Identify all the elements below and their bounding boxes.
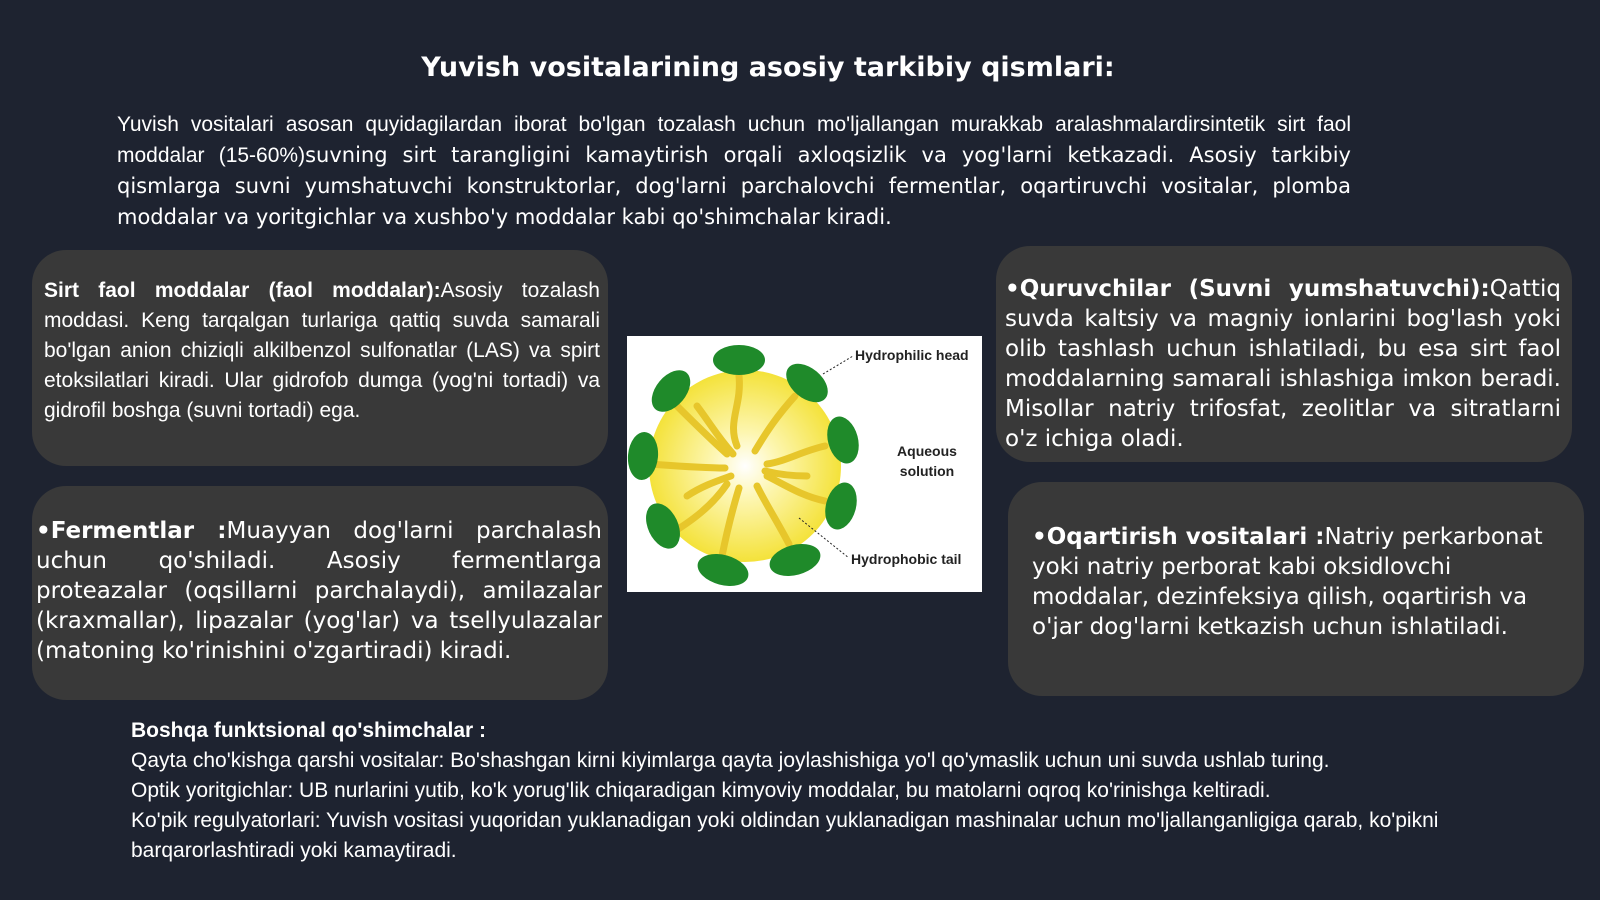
enzymes-heading: •Fermentlar :	[36, 518, 227, 544]
label-hydrophilic-head: Hydrophilic head	[855, 347, 969, 363]
surfactants-text	[44, 276, 600, 426]
intro-part-1: Yuvish vositalari asosan quyidagilardan iborat bo'lgan tozalash uchun mo'ljallangan murakkab aralashmalardirsintetik sirt faol moddalar (15-60%)	[117, 113, 1351, 167]
builders-body: Qattiq suvda kaltsiy va magniy ionlarini bog'lash yoki olib tashlash uchun ishlatiladi, bu esa sirt faol moddalarning samarali ishlashiga imkon beradi. Misollar natriy trifosfat, zeolitlar va sitratlarni o'z ichiga oladi.	[1005, 276, 1561, 452]
head-leader-line	[823, 356, 853, 374]
label-aqueous: Aqueous	[897, 443, 957, 459]
surfactants-body: Asosiy tozalash moddasi. Keng tarqalgan turlariga qattiq suvda samarali bo'lgan anion chiziqli alkilbenzol sulfonatlar (LAS) va spirt etoksilatlari kiradi. Ular gidrofob dumga (yog'ni tortadi) va gidrofil boshga (suvni tortadi) ega.	[44, 279, 600, 422]
builders-card	[996, 246, 1572, 462]
surfactants-card	[32, 250, 608, 466]
other-line: Qayta cho'kishga qarshi vositalar: Bo'shashgan kirni kiyimlarga qayta joylashishiga yo'l qo'ymaslik uchun uni suvda ushlab turing.	[131, 749, 1330, 772]
surfactants-heading: Sirt faol moddalar (faol moddalar):	[44, 279, 441, 302]
bleach-text	[1032, 522, 1552, 642]
enzymes-card	[32, 486, 608, 700]
enzymes-body: Muayyan dog'larni parchalash uchun qo'shiladi. Asosiy fermentlarga proteazalar (oqsillarni parchalaydi), amilazalar (kraxmallar), lipazalar (yog'lar) va tsellyulazalar (matoning ko'rinishini o'zgartiradi) kiradi.	[36, 518, 602, 664]
builders-text	[1005, 274, 1561, 454]
other-heading: Boshqa funktsional qo'shimchalar :	[131, 719, 487, 742]
bleach-body: Natriy perkarbonat yoki natriy perborat kabi oksidlovchi moddalar, dezinfeksiya qilish, oqartirish va o'jar dog'larni ketkazish uchun ishlatiladi.	[1032, 524, 1543, 640]
micelle-svg	[627, 336, 982, 592]
other-line: Ko'pik regulyatorlari: Yuvish vositasi yuqoridan yuklanadigan yoki oldindan yuklanadigan mashinalar uchun mo'ljallanganligiga qarab, ko'pikni barqarorlashtiradi yoki kamaytiradi.	[131, 809, 1439, 862]
builders-heading: •Quruvchilar (Suvni yumshatuvchi):	[1005, 276, 1490, 302]
bleach-card	[1008, 482, 1584, 696]
page-title: Yuvish vositalarining asosiy tarkibiy qismlari:	[421, 52, 1115, 83]
enzymes-text	[36, 516, 602, 666]
intro-paragraph	[117, 110, 1351, 233]
other-additives	[131, 716, 1571, 866]
micelle-diagram	[627, 336, 982, 592]
other-line: Optik yoritgichlar: UB nurlarini yutib, ko'k yorug'lik chiqaradigan kimyoviy moddalar, bu matolarni oqroq ko'rinishga keltiradi.	[131, 779, 1271, 802]
label-solution: solution	[899, 463, 955, 479]
intro-part-2: suvning sirt tarangligini kamaytirish orqali axloqsizlik va yog'larni ketkazadi. Asosiy tarkibiy qismlarga suvni yumshatuvchi konstruktorlar, dog'larni parchalovchi fermentlar, oqartiruvchi vositalar, plomba moddalar va yoritgichlar va xushbo'y moddalar kabi qo'shimchalar kiradi.	[117, 143, 1351, 229]
label-hydrophobic-tail: Hydrophobic tail	[851, 551, 962, 567]
bleach-heading: •Oqartirish vositalari :	[1032, 524, 1325, 550]
